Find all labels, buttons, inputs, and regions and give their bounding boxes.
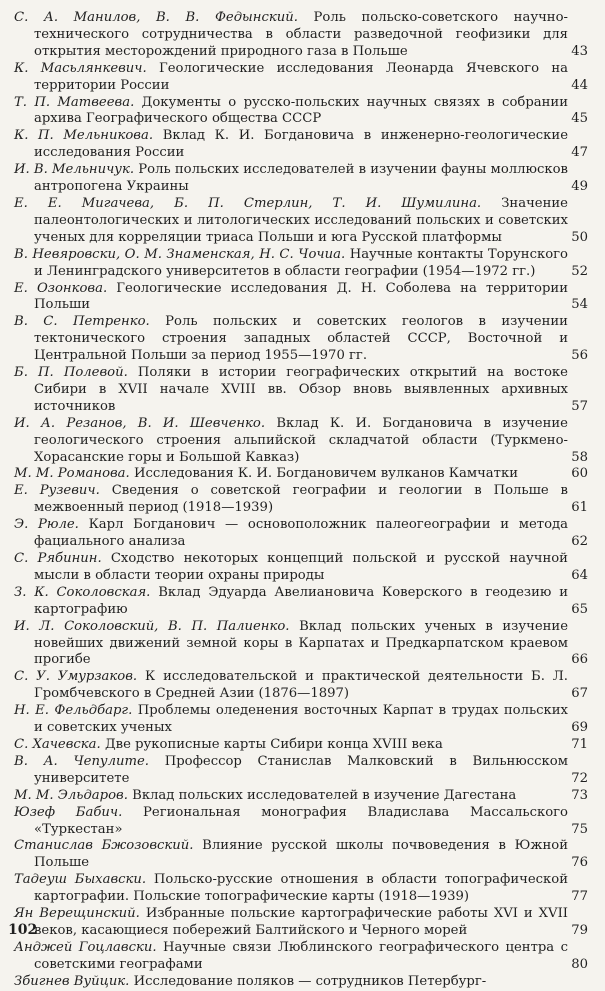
entry-author: Юзеф Бабич.	[14, 804, 123, 820]
entry-author: Н. Е. Фельдбарг.	[14, 703, 133, 719]
entry-title: Роль польских исследователей в изучении фауны моллюсков антропогена Украины	[34, 162, 568, 195]
entry-author: М. М. Романова.	[14, 466, 130, 482]
entry-title: Исследование поляков — сотрудников Петербург-	[133, 973, 487, 989]
toc-entry	[14, 314, 588, 365]
entry-page-number: 60	[571, 466, 588, 482]
entry-author: В. А. Чепулите.	[14, 753, 149, 769]
entry-page-number: 80	[571, 956, 588, 972]
toc-entry	[14, 162, 588, 196]
entry-author: Ян Верещинский.	[14, 906, 140, 922]
entry-title: Поляки в истории географических открытий на востоке Сибири в XVII начале XVIII вв. Обзор вновь выявленных архивных источников	[34, 365, 568, 414]
entry-page-number: 75	[571, 821, 588, 837]
entry-page-number: 66	[571, 652, 588, 668]
entry-author: М. М. Эльдаров.	[14, 787, 128, 803]
toc-entry	[14, 788, 588, 805]
entry-author: Збигнев Вуйцик.	[14, 973, 130, 989]
entry-page-number: 65	[571, 601, 588, 617]
entry-page-number: 62	[571, 534, 588, 550]
entry-title: Влияние русской школы почвоведения в Южной Польше	[34, 838, 568, 871]
entry-page-number: 77	[571, 889, 588, 905]
toc-entry	[14, 703, 588, 737]
entry-title: Геологические исследования Леонарда Ячевского на территории России	[34, 60, 568, 93]
entry-author: Т. П. Матвеева.	[14, 94, 135, 110]
entry-page-number: 50	[571, 229, 588, 245]
entry-page-number: 71	[571, 736, 588, 752]
entry-author: И. Л. Соколовский, В. П. Палиенко.	[14, 618, 290, 634]
entry-title: Региональная монография Владислава Массальского «Туркестан»	[34, 804, 568, 837]
entry-title: Геологические исследования Д. Н. Соболева на территории Польши	[34, 280, 568, 313]
entry-author: Е. Озонкова.	[14, 280, 108, 296]
entry-title: Документы о русско-польских научных связях в собрании архива Географического общества СССР	[34, 94, 568, 127]
entry-author: Э. Рюле.	[14, 517, 79, 533]
entry-title: Польско-русские отношения в области топографической картографии. Польские топографические карты (1918—1939)	[34, 872, 568, 905]
entry-author: С. У. Умурзаков.	[14, 669, 138, 685]
entry-page-number: 44	[571, 77, 588, 93]
entry-page-number: 52	[571, 263, 588, 279]
entry-page-number: 73	[571, 787, 588, 803]
entry-author: Е. Е. Мигачева, Б. П. Стерлин, Т. И. Шумилина.	[14, 195, 482, 211]
entry-author: И. В. Мельничук.	[14, 162, 135, 178]
toc-entry	[14, 940, 588, 974]
toc-entry	[14, 95, 588, 129]
entry-page-number: 79	[571, 922, 588, 938]
entry-page-number: 72	[571, 770, 588, 786]
entry-title: Научные связи Люблинского географического центра с советскими географами	[34, 939, 568, 972]
toc-entry	[14, 281, 588, 315]
entry-page-number: 69	[571, 720, 588, 736]
entry-page-number: 61	[571, 500, 588, 516]
toc-entry	[14, 196, 588, 247]
page-number: 102	[8, 922, 38, 938]
entry-page-number: 49	[571, 179, 588, 195]
entry-title: Значение палеонтологических и литологических исследований польских и советских ученых для корреляции триаса Польши и юга Русской платформы	[34, 195, 568, 245]
entry-page-number: 57	[571, 398, 588, 414]
entry-title: Избранные польские картографические работы XVI и XVII веков, касающиеся побережий Балтийского и Черного морей	[34, 906, 569, 938]
toc-entry	[14, 669, 588, 703]
entry-page-number: 56	[571, 348, 588, 364]
entry-author: Станислав Бжозовский.	[14, 838, 194, 854]
entry-title: Роль польских и советских геологов в изучении тектонического строения западных областей СССР, Восточной и Центральной Польши за период 1955—1970 гг.	[34, 314, 568, 364]
entry-author: С. А. Манилов, В. В. Федынский.	[14, 10, 298, 25]
toc-entry	[14, 416, 588, 467]
entry-page-number: 58	[571, 449, 588, 465]
entry-title: Сведения о советской географии и геологии в Польше в межвоенный период (1918—1939)	[34, 483, 568, 516]
toc-entry	[14, 10, 588, 61]
entry-title: Две рукописные карты Сибири конца XVIII века	[104, 736, 443, 752]
entry-title: Вклад К. И. Богдановича в изучение геологического строения альпийской складчатой области (Туркмено-Хорасанские горы и Большой Кавказ)	[34, 415, 568, 465]
entry-author: К. П. Мельникова.	[14, 128, 154, 144]
entry-author: В. С. Петренко.	[14, 314, 150, 330]
toc-entry	[14, 551, 588, 585]
entry-title: Вклад К. И. Богдановича в инженерно-геологические исследования России	[34, 128, 568, 161]
entry-title: Научные контакты Торунского и Ленинградского университетов в области географии (1954—1972 гг.)	[34, 246, 568, 279]
entry-author: Анджей Гоцлавски.	[14, 939, 157, 955]
table-of-contents	[14, 10, 588, 991]
toc-entry	[14, 365, 588, 416]
toc-entry	[14, 754, 588, 788]
entry-author: К. Масьлянкевич.	[14, 60, 147, 76]
entry-title: Вклад польских ученых в изучение новейших движений земной коры в Карпатах и Предкарпатском краевом прогибе	[34, 618, 569, 668]
toc-entry	[14, 128, 588, 162]
entry-page-number: 43	[571, 43, 588, 59]
toc-entry	[14, 974, 588, 991]
toc-entry	[14, 585, 588, 619]
toc-entry	[14, 619, 588, 670]
entry-page-number: 76	[571, 855, 588, 871]
toc-entry	[14, 61, 588, 95]
entry-author: И. А. Резанов, В. И. Шевченко.	[14, 415, 266, 431]
entry-title: Проблемы оледенения восточных Карпат в трудах польских и советских ученых	[34, 703, 568, 736]
toc-entry	[14, 872, 588, 906]
toc-entry	[14, 247, 588, 281]
entry-title: Профессор Станислав Малковский в Вильнюсском университете	[34, 753, 568, 786]
entry-author: С. Рябинин.	[14, 551, 102, 566]
entry-author: С. Хачевска.	[14, 736, 101, 752]
entry-title: Роль польско-советского научно-технического сотрудничества в области разведочной геофизики для открытия месторождений природного газа в Польше	[34, 10, 568, 59]
entry-page-number: 64	[571, 567, 588, 583]
toc-entry	[14, 906, 588, 940]
toc-entry	[14, 737, 588, 754]
entry-author: Б. П. Полевой.	[14, 365, 128, 381]
entry-author: З. К. Соколовская.	[14, 584, 151, 600]
toc-entry	[14, 483, 588, 517]
toc-entry	[14, 805, 588, 839]
entry-title: Вклад Эдуарда Авелиановича Коверского в геодезию и картографию	[34, 584, 568, 617]
toc-entry	[14, 517, 588, 551]
toc-entry	[14, 838, 588, 872]
entry-title: Исследования К. И. Богдановичем вулканов Камчатки	[133, 466, 519, 482]
entry-page-number: 45	[571, 111, 588, 127]
toc-entry	[14, 466, 588, 483]
entry-author: Тадеуш Быхавски.	[14, 872, 147, 888]
entry-page-number: 47	[571, 145, 588, 161]
entry-page-number: 67	[571, 686, 588, 702]
entry-page-number: 54	[571, 297, 588, 313]
entry-title: Сходство некоторых концепций польской и русской научной мысли в области теории охраны природы	[34, 551, 568, 583]
entry-title: Вклад польских исследователей в изучение Дагестана	[132, 787, 517, 803]
entry-author: Е. Рузевич.	[14, 483, 100, 499]
entry-author: В. Невяровски, О. М. Знаменская, Н. С. Чочиа.	[14, 246, 346, 262]
entry-title: Карл Богданович — основоположник палеогеографии и метода фациального анализа	[34, 517, 568, 550]
entry-title: К исследовательской и практической деятельности Б. Л. Громбчевского в Средней Азии (1876—1897)	[34, 669, 568, 702]
